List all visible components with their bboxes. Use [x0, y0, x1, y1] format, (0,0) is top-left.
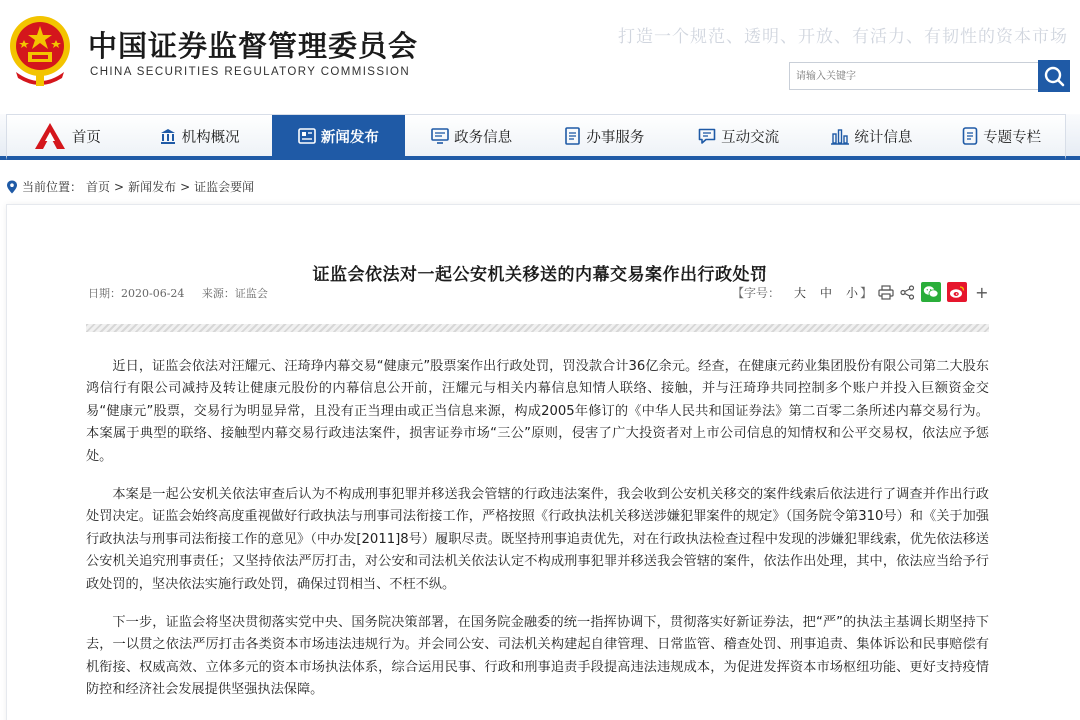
- article-meta: [88, 285, 282, 301]
- main-nav: [0, 114, 1080, 160]
- breadcrumb-current[interactable]: 证监会要闻: [194, 180, 255, 194]
- org-name-cn: 中国证券监督管理委员会: [88, 29, 419, 63]
- article-source: 来源：证监会: [201, 287, 268, 300]
- nav-label: 首页: [71, 129, 101, 146]
- font-size-close: 】: [860, 285, 873, 300]
- font-size-small[interactable]: 小: [846, 285, 859, 300]
- location-pin-icon: [6, 180, 18, 194]
- monitor-icon: [431, 128, 449, 144]
- nav-label: 机构概况: [181, 129, 240, 146]
- nav-label: 专题专栏: [983, 129, 1042, 146]
- breadcrumb-label: 当前位置：: [22, 180, 83, 194]
- nav-label: 新闻发布: [320, 129, 379, 146]
- national-emblem-icon: [6, 12, 74, 92]
- notebook-icon: [962, 127, 978, 145]
- breadcrumb: [6, 178, 254, 195]
- article-title: 证监会依法对一起公安机关移送的内幕交易案作出行政处罚: [312, 265, 768, 285]
- nav-label: 办事服务: [586, 129, 645, 146]
- breadcrumb-news[interactable]: 新闻发布: [128, 180, 177, 194]
- search-button[interactable]: [1038, 60, 1070, 92]
- nav-item-services[interactable]: [538, 115, 672, 157]
- csrc-logo-icon: [33, 121, 67, 151]
- nav-label: 互动交流: [721, 129, 780, 146]
- article-tools: [732, 282, 988, 302]
- font-size-large[interactable]: 大: [794, 285, 807, 300]
- search-input[interactable]: [789, 62, 1039, 90]
- breadcrumb-sep: >: [114, 179, 125, 194]
- article-body: [86, 356, 989, 718]
- nav-item-interaction[interactable]: [672, 115, 806, 157]
- article-paragraph: 近日，证监会依法对汪耀元、汪琦琤内幕交易“健康元”股票案作出行政处罚，罚没款合计36亿余元。经查，在健康元药业集团股份有限公司第二大股东鸿信行有限公司减持及转让健康元股份的内幕信息公开前，汪耀元与相关内幕信息知情人联络、接触，并与汪琦琤共同控制多个账户并投入巨额资金交易“健康元”股票，交易行为明显异常，且没有正当理由或正当信息来源，构成2005年修订的《中华人民共和国证券法》第二百零二条所述内幕交易行为。本案属于典型的联络、接触型内幕交易行政违法案件，损害证券市场“三公”原则，侵害了广大投资者对上市公司信息的知情权和公平交易权，依法应予惩处。: [86, 359, 989, 464]
- nav-item-news[interactable]: [272, 115, 406, 157]
- print-icon[interactable]: [878, 285, 894, 300]
- nav-item-topics[interactable]: [938, 115, 1065, 157]
- building-icon: [159, 127, 177, 145]
- nav-item-home[interactable]: [7, 115, 127, 157]
- nav-label: 统计信息: [854, 129, 913, 146]
- search-icon: [1042, 64, 1066, 88]
- wechat-share-button[interactable]: [921, 282, 941, 302]
- more-share-button[interactable]: +: [975, 282, 989, 302]
- article-date: 日期：2020-06-24: [88, 287, 185, 300]
- bar-chart-icon: [831, 128, 849, 145]
- document-icon: [565, 127, 581, 145]
- breadcrumb-home[interactable]: 首页: [86, 180, 111, 194]
- title-divider: [86, 324, 989, 332]
- weibo-share-button[interactable]: [947, 282, 967, 302]
- font-size-medium[interactable]: 中: [820, 285, 833, 300]
- font-size-label: 【字号：: [732, 285, 781, 300]
- weibo-icon: [949, 285, 965, 299]
- article-paragraph: 本案是一起公安机关依法审查后认为不构成刑事犯罪并移送我会管辖的行政违法案件，我会收到公安机关移交的案件线索后依法进行了调查并作出行政处罚决定。证监会始终高度重视做好行政执法与刑事司法衔接工作，严格按照《行政执法机关移送涉嫌犯罪案件的规定》（国务院令第310号）和《关于加强行政执法与刑事司法衔接工作的意见》（中办发[2011]8号）履职尽责。既坚持刑事追责优先，对在行政执法检查过程中发现的涉嫌犯罪线索，优先依法移送公安机关追究刑事责任；又坚持依法严厉打击，对公安和司法机关依法认定不构成刑事犯罪并移送我会管辖的案件，依法作出处理，其中，依法应当给予行政处罚的，坚决依法实施行政处罚，确保过罚相当、不枉不纵。: [86, 487, 989, 592]
- nav-item-statistics[interactable]: [806, 115, 939, 157]
- site-header: [0, 0, 1080, 114]
- newspaper-icon: [298, 128, 316, 144]
- org-name-en: CHINA SECURITIES REGULATORY COMMISSION: [90, 66, 411, 78]
- share-icon[interactable]: [900, 285, 915, 300]
- article-paragraph: 下一步，证监会将坚决贯彻落实党中央、国务院决策部署，在国务院金融委的统一指挥协调下，贯彻落实好新证券法，把“严”的执法主基调长期坚持下去，一以贯之依法严厉打击各类资本市场违法违规行为。并会同公安、司法机关构建起自律管理、日常监管、稽查处罚、刑事追责、集体诉讼和民事赔偿有机衔接、权威高效、立体多元的资本市场执法体系，综合运用民事、行政和刑事追责手段提高违法违规成本，为促进发挥资本市场枢纽功能、更好支持疫情防控和经济社会发展提供坚强执法保障。: [86, 615, 989, 698]
- nav-item-org[interactable]: [127, 115, 272, 157]
- nav-bar: [6, 114, 1066, 160]
- site-slogan: 打造一个规范、透明、开放、有活力、有韧性的资本市场: [618, 27, 1068, 47]
- breadcrumb-sep: >: [180, 179, 191, 194]
- wechat-icon: [923, 285, 939, 299]
- nav-label: 政务信息: [454, 129, 513, 146]
- chat-icon: [698, 128, 716, 145]
- nav-item-gov-info[interactable]: [405, 115, 538, 157]
